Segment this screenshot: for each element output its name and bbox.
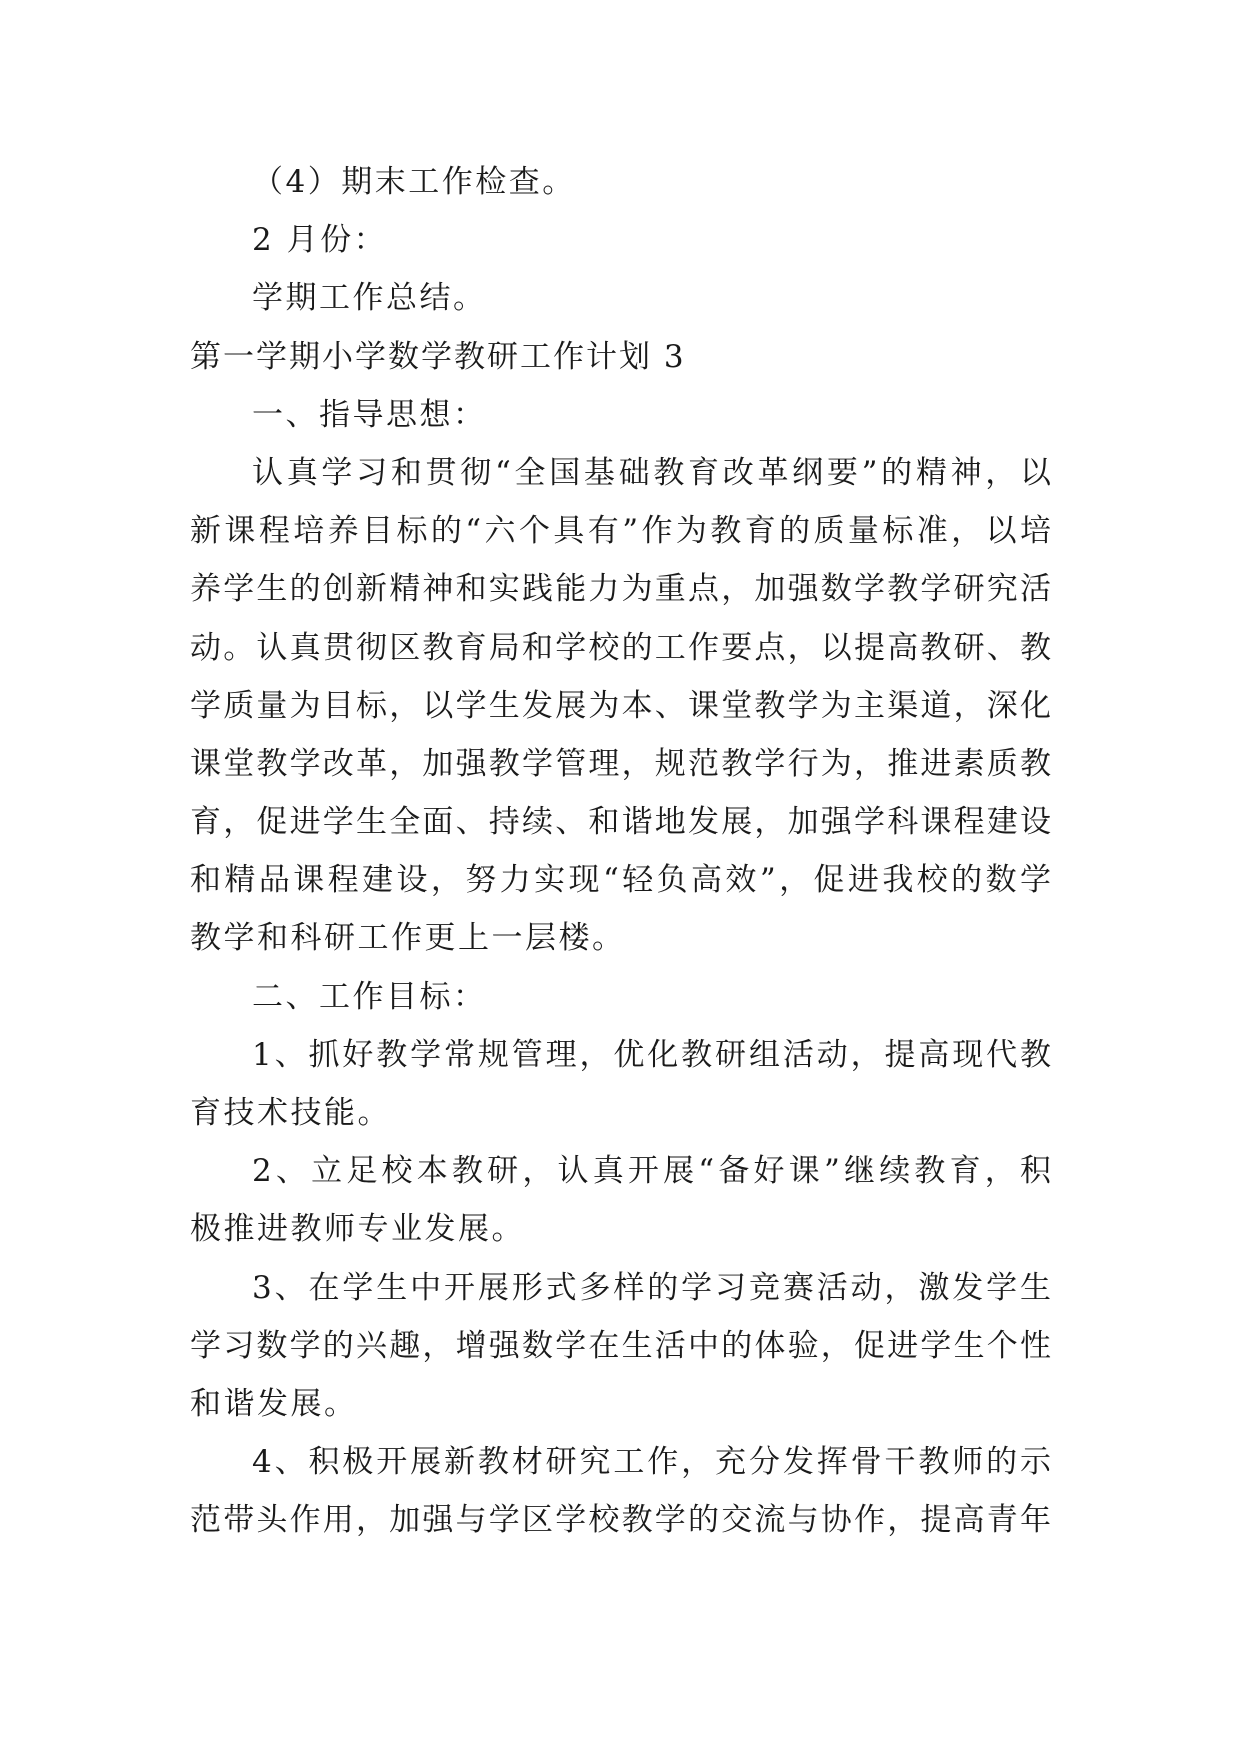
paragraph-line: 教学和科研工作更上一层楼。 bbox=[190, 920, 626, 957]
month-heading: 2 月份： bbox=[252, 222, 388, 259]
semester-summary: 学期工作总结。 bbox=[252, 280, 487, 317]
paragraph-line: 动。认真贯彻区教育局和学校的工作要点，以提高教研、教 bbox=[190, 629, 1051, 666]
item-final-check: （4）期末工作检查。 bbox=[252, 164, 576, 200]
goal-item-3-cont: 和谐发展。 bbox=[190, 1385, 358, 1422]
paragraph-line: 和精品课程建设，努力实现“轻负高效”，促进我校的数学 bbox=[190, 862, 1051, 899]
paragraph-line: 育，促进学生全面、持续、和谐地发展，加强学科课程建设 bbox=[190, 804, 1051, 841]
paragraph-line: 学质量为目标，以学生发展为本、课堂教学为主渠道，深化 bbox=[190, 687, 1051, 724]
goal-item-3: 3、在学生中开展形式多样的学习竞赛活动，激发学生 bbox=[252, 1269, 1051, 1306]
goal-item-2: 2、立足校本教研，认真开展“备好课”继续教育，积 bbox=[252, 1153, 1051, 1190]
goal-item-4: 4、积极开展新教材研究工作，充分发挥骨干教师的示 bbox=[252, 1444, 1051, 1481]
paragraph-line: 认真学习和贯彻“全国基础教育改革纲要”的精神，以 bbox=[252, 454, 1051, 491]
goal-item-1-cont: 育技术技能。 bbox=[190, 1095, 391, 1131]
goal-item-3-cont: 学习数学的兴趣，增强数学在生活中的体验，促进学生个性 bbox=[190, 1327, 1051, 1364]
goal-item-4-cont: 范带头作用，加强与学区学校教学的交流与协作，提高青年 bbox=[190, 1502, 1051, 1539]
paragraph-line: 课堂教学改革，加强教学管理，规范教学行为，推进素质教 bbox=[190, 745, 1051, 782]
paragraph-line: 新课程培养目标的“六个具有”作为教育的质量标准，以培 bbox=[190, 513, 1051, 550]
document-body bbox=[190, 153, 1051, 1550]
goal-item-1: 1、抓好教学常规管理，优化教研组活动，提高现代教 bbox=[252, 1036, 1051, 1073]
paragraph-line: 养学生的创新精神和实践能力为重点，加强数学教学研究活 bbox=[190, 571, 1051, 608]
section-title: 第一学期小学数学教研工作计划 3 bbox=[190, 338, 686, 375]
goal-item-2-cont: 极推进教师专业发展。 bbox=[190, 1211, 525, 1248]
heading-guiding-thought: 一、指导思想： bbox=[252, 396, 487, 433]
heading-work-goals: 二、工作目标： bbox=[252, 978, 487, 1015]
